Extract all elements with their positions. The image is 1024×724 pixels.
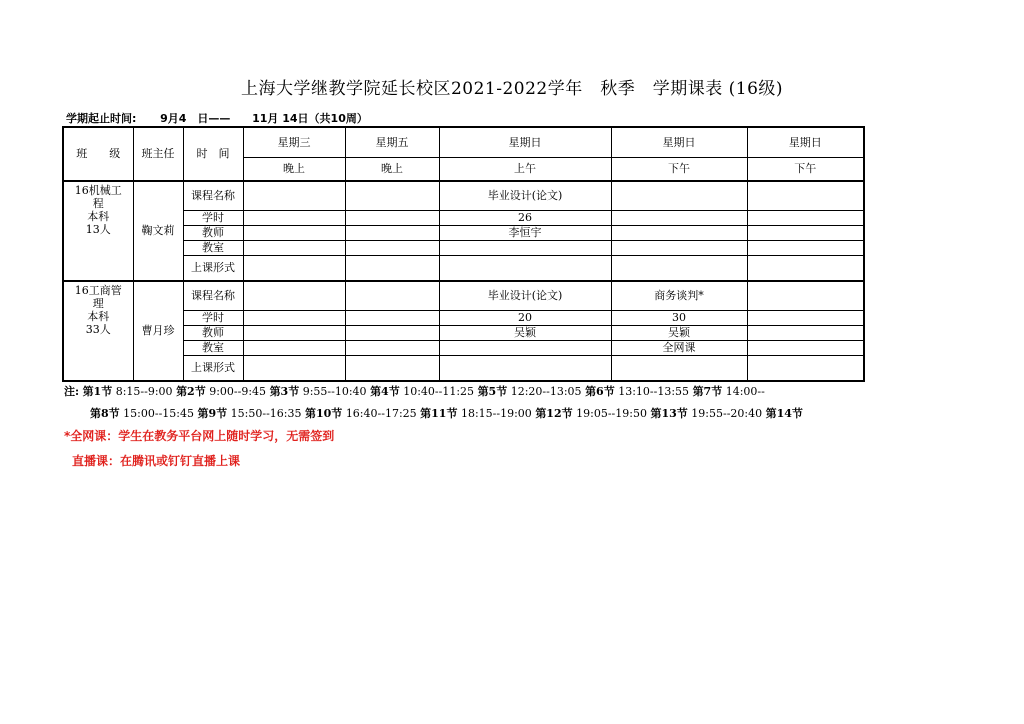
header-session: 晚上 <box>243 158 345 182</box>
schedule-cell <box>243 311 345 326</box>
header-session: 下午 <box>611 158 747 182</box>
schedule-cell: 吴颖 <box>611 326 747 341</box>
schedule-cell <box>747 181 864 211</box>
class-name <box>63 281 133 381</box>
schedule-table <box>62 126 865 382</box>
row-label: 上课形式 <box>183 256 243 282</box>
head-teacher: 曹月珍 <box>133 281 183 381</box>
online-course-note: *全网课：学生在教务平台网上随时学习，无需签到 <box>64 429 335 443</box>
schedule-cell <box>243 341 345 356</box>
period-time: 16:40--17:25 <box>345 407 417 420</box>
table-row <box>63 256 864 282</box>
schedule-cell <box>747 356 864 382</box>
period-label: 第1节 <box>82 385 113 397</box>
schedule-cell <box>243 211 345 226</box>
class-name-line: 16工商管 <box>74 284 122 297</box>
schedule-cell: 26 <box>439 211 611 226</box>
schedule-cell <box>611 241 747 256</box>
period-time: 10:40--11:25 <box>403 385 475 397</box>
schedule-cell <box>611 226 747 241</box>
schedule-cell <box>243 181 345 211</box>
schedule-cell <box>611 356 747 382</box>
class-name-line: 13人 <box>85 223 111 236</box>
header-session: 晚上 <box>345 158 439 182</box>
period-label: 第14节 <box>765 407 803 420</box>
schedule-cell <box>345 226 439 241</box>
schedule-cell <box>439 256 611 282</box>
period-time: 12:20--13:05 <box>510 385 582 397</box>
period-label: 第10节 <box>305 407 343 420</box>
class-name-line: 33人 <box>85 323 111 336</box>
period-time: 14:00-- <box>725 385 765 397</box>
header-head-teacher: 班主任 <box>133 127 183 181</box>
head-teacher: 鞠文莉 <box>133 181 183 281</box>
schedule-cell <box>611 181 747 211</box>
period-label: 第13节 <box>650 407 688 420</box>
header-time: 时 间 <box>183 127 243 181</box>
live-course-note: 直播课：在腾讯或钉钉直播上课 <box>72 454 241 468</box>
notes-prefix: 注: <box>64 385 80 397</box>
period-time: 15:50--16:35 <box>230 407 302 420</box>
class-name-line: 16机械工 <box>74 184 122 197</box>
period-label: 第11节 <box>420 407 458 420</box>
schedule-cell <box>747 326 864 341</box>
header-day: 星期五 <box>345 127 439 158</box>
schedule-cell <box>611 211 747 226</box>
table-row <box>63 281 864 311</box>
period-label: 第6节 <box>585 385 615 397</box>
period-time: 8:15--9:00 <box>115 385 173 397</box>
header-day: 星期三 <box>243 127 345 158</box>
table-row <box>63 356 864 382</box>
schedule-cell <box>747 311 864 326</box>
class-name-line: 本科 <box>87 310 110 323</box>
header-day: 星期日 <box>439 127 611 158</box>
schedule-cell <box>243 256 345 282</box>
schedule-cell <box>243 326 345 341</box>
class-name <box>63 181 133 281</box>
schedule-cell <box>243 356 345 382</box>
period-label: 第7节 <box>692 385 723 397</box>
period-label: 学期起止时间: <box>66 112 137 125</box>
schedule-cell <box>747 341 864 356</box>
row-label: 上课形式 <box>183 356 243 382</box>
period-time: 9:55--10:40 <box>302 385 367 397</box>
schedule-cell: 毕业设计(论文) <box>439 181 611 211</box>
class-name-line: 本科 <box>87 210 110 223</box>
period-time: 9:00--9:45 <box>209 385 267 397</box>
table-row <box>63 326 864 341</box>
schedule-cell <box>747 256 864 282</box>
schedule-cell <box>439 356 611 382</box>
row-label: 课程名称 <box>183 181 243 211</box>
table-row <box>63 241 864 256</box>
schedule-cell <box>439 341 611 356</box>
schedule-cell <box>747 241 864 256</box>
row-label: 教师 <box>183 326 243 341</box>
table-row <box>63 341 864 356</box>
header-session: 上午 <box>439 158 611 182</box>
schedule-cell: 20 <box>439 311 611 326</box>
schedule-cell <box>345 256 439 282</box>
period-time: 13:10--13:55 <box>618 385 690 397</box>
schedule-cell: 毕业设计(论文) <box>439 281 611 311</box>
period-times-line-2 <box>90 405 870 421</box>
period-label: 第4节 <box>370 385 400 397</box>
header-day: 星期日 <box>611 127 747 158</box>
semester-period <box>66 110 368 126</box>
period-times-line-1 <box>64 383 864 397</box>
header-class: 班 级 <box>63 127 133 181</box>
schedule-cell <box>345 311 439 326</box>
schedule-cell <box>243 226 345 241</box>
row-label: 学时 <box>183 311 243 326</box>
period-label: 第5节 <box>477 385 508 397</box>
schedule-cell <box>345 326 439 341</box>
table-row <box>63 211 864 226</box>
schedule-cell <box>611 256 747 282</box>
schedule-cell <box>345 241 439 256</box>
period-time: 15:00--15:45 <box>123 407 194 420</box>
schedule-cell <box>345 356 439 382</box>
period-end: 11月 14日（共10周） <box>252 112 368 125</box>
schedule-cell <box>747 211 864 226</box>
schedule-cell <box>345 211 439 226</box>
schedule-cell <box>747 226 864 241</box>
schedule-cell: 30 <box>611 311 747 326</box>
period-start: 9月4 日—— <box>160 112 231 125</box>
row-label: 教师 <box>183 226 243 241</box>
schedule-cell <box>747 281 864 311</box>
schedule-cell: 全网课 <box>611 341 747 356</box>
row-label: 课程名称 <box>183 281 243 311</box>
header-day: 星期日 <box>747 127 864 158</box>
schedule-cell: 商务谈判* <box>611 281 747 311</box>
schedule-cell <box>243 241 345 256</box>
row-label: 教室 <box>183 241 243 256</box>
class-name-line: 程 <box>92 197 104 210</box>
row-label: 学时 <box>183 211 243 226</box>
period-label: 第9节 <box>197 407 228 420</box>
schedule-cell <box>345 281 439 311</box>
period-label: 第2节 <box>176 385 206 397</box>
table-row <box>63 226 864 241</box>
page-title: 上海大学继教学院延长校区2021-2022学年 秋季 学期课表 (16级) <box>240 79 784 99</box>
table-row <box>63 311 864 326</box>
period-time: 19:05--19:50 <box>576 407 647 420</box>
period-label: 第3节 <box>269 385 300 397</box>
schedule-cell <box>345 181 439 211</box>
schedule-cell <box>243 281 345 311</box>
schedule-cell <box>345 341 439 356</box>
schedule-cell: 李恒宇 <box>439 226 611 241</box>
period-time: 18:15--19:00 <box>460 407 532 420</box>
class-name-line: 理 <box>92 297 104 310</box>
period-label: 第12节 <box>535 407 573 420</box>
schedule-cell <box>439 241 611 256</box>
table-row <box>63 181 864 211</box>
period-label: 第8节 <box>90 407 120 420</box>
header-session: 下午 <box>747 158 864 182</box>
period-time: 19:55--20:40 <box>691 407 763 420</box>
schedule-cell: 吴颖 <box>439 326 611 341</box>
row-label: 教室 <box>183 341 243 356</box>
